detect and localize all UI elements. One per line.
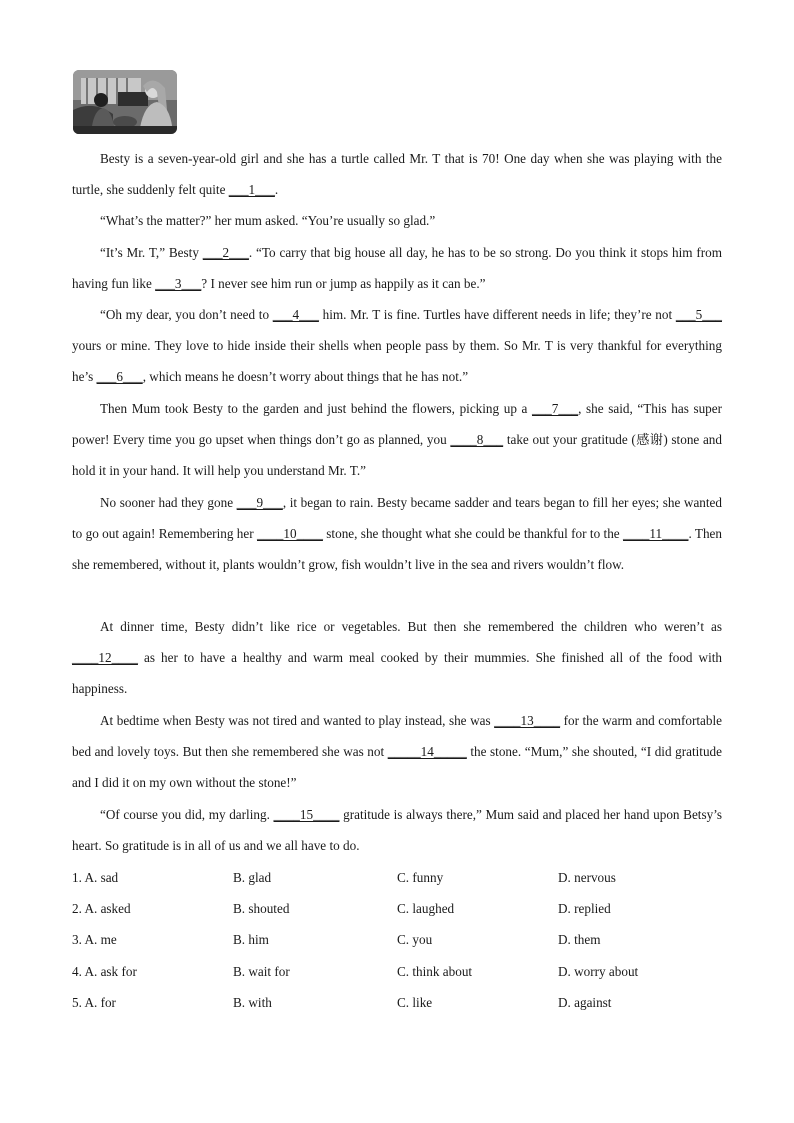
option-d: D. against <box>558 995 612 1010</box>
option-c: C. you <box>397 932 433 947</box>
option-b: B. with <box>233 995 272 1010</box>
story-text: “What’s the matter?” her mum asked. “You’re usually so glad.” <box>100 213 436 228</box>
story-text: stone, she thought what she could be thankful for to the <box>322 526 624 542</box>
answer-blank: ___7___ <box>531 401 579 416</box>
story-paragraph-1 <box>72 143 722 205</box>
story-text: . <box>274 182 279 198</box>
story-text: for the warm and comfortable bed and lovely toys. But then she remembered she was not <box>72 713 723 760</box>
answer-blank: ____10____ <box>257 526 323 542</box>
story-text: “Oh my dear, you don’t need to <box>100 307 273 322</box>
story-text: Besty is a seven-year-old girl and she has a turtle called Mr. T that is 70! One day when she was playing with the turtle, she suddenly felt quite <box>72 151 722 198</box>
story-text: as her to have a healthy and warm meal cooked by their mummies. She finished all of the food with happiness. <box>72 650 722 697</box>
story-text: “Of course you did, my darling. <box>100 807 274 822</box>
answer-blank: ____12____ <box>72 650 138 666</box>
story-text: , which means he doesn’t worry about things that he has not.” <box>142 369 469 385</box>
answer-blank: ___5___ <box>675 307 722 322</box>
option-d: D. replied <box>558 901 611 916</box>
option-b: B. him <box>233 932 269 947</box>
option-c: C. like <box>397 995 433 1010</box>
option-c: C. think about <box>397 964 473 979</box>
question-row-4 <box>72 962 722 982</box>
story-text: , it began to rain. Besty became sadder and tears began to fill her eyes; she wanted to go out again! Remembering her <box>72 495 722 542</box>
question-row-5 <box>72 993 722 1013</box>
story-text: At dinner time, Besty didn’t like rice or vegetables. But then she remembered the children who weren’t as <box>100 619 722 634</box>
option-a: 2. A. asked <box>72 901 131 916</box>
option-a: 4. A. ask for <box>72 964 137 979</box>
answer-blank: ____8___ <box>450 432 504 448</box>
option-c: C. laughed <box>397 901 455 916</box>
story-paragraph-3 <box>72 237 722 299</box>
answer-blank: ___6___ <box>96 369 143 385</box>
story-text: ? I never see him run or jump as happily as it can be.” <box>201 276 486 292</box>
story-paragraph-5 <box>72 393 722 487</box>
story-paragraph-6 <box>72 487 722 581</box>
option-a: 5. A. for <box>72 995 116 1010</box>
story-text: No sooner had they gone <box>100 495 237 510</box>
story-text: . “To carry that big house all day, he has to be so strong. Do you think it stops him from having fun like <box>72 245 722 292</box>
story-text: yours or mine. They love to hide inside their shells when people pass by them. So Mr. T is very thankful for everything he’s <box>72 338 722 385</box>
answer-blank: ____13____ <box>494 713 561 728</box>
story-paragraph-7 <box>72 611 722 705</box>
question-row-3 <box>72 930 722 950</box>
option-d: D. nervous <box>558 870 616 885</box>
story-illustration <box>73 70 177 134</box>
story-text: . Then she remembered, without it, plants wouldn’t grow, fish wouldn’t live in the sea and rivers wouldn’t flow. <box>72 526 722 573</box>
story-paragraph-4 <box>72 299 722 393</box>
option-b: B. glad <box>233 870 272 885</box>
story-text: “It’s Mr. T,” Besty <box>100 245 203 260</box>
answer-blank: ___2___ <box>202 245 249 260</box>
answer-blank: ___1___ <box>228 182 275 198</box>
answer-blank: ___9___ <box>236 495 283 510</box>
answer-blank: ____15____ <box>273 807 340 822</box>
story-text: him. Mr. T is fine. Turtles have different needs in life; they’re not <box>318 307 676 322</box>
answer-blank: ___4___ <box>272 307 319 322</box>
option-b: B. shouted <box>233 901 290 916</box>
story-text: take out your gratitude (感谢) stone and hold it in your hand. It will help you understand Mr. T.” <box>72 432 722 479</box>
option-c: C. funny <box>397 870 444 885</box>
story-text: At bedtime when Besty was not tired and wanted to play instead, she was <box>100 713 495 728</box>
question-row-1 <box>72 868 722 888</box>
option-d: D. them <box>558 932 601 947</box>
option-b: B. wait for <box>233 964 290 979</box>
story-text: , she said, “This has super power! Every time you go upset when things don’t go as planned, you <box>72 401 723 448</box>
story-text: Then Mum took Besty to the garden and just behind the flowers, picking up a <box>100 401 532 416</box>
answer-blank: _____14_____ <box>387 744 467 760</box>
answer-blank: ____11____ <box>623 526 689 542</box>
option-d: D. worry about <box>558 964 639 979</box>
question-row-2 <box>72 899 722 919</box>
story-paragraph-2 <box>72 205 722 236</box>
story-text: gratitude is always there,” Mum said and placed her hand upon Betsy’s heart. So gratitude is in all of us and we all have to do. <box>72 807 722 854</box>
story-paragraph-8 <box>72 705 722 799</box>
answer-blank: ___3___ <box>155 276 202 292</box>
story-paragraph-9 <box>72 799 722 861</box>
option-a: 1. A. sad <box>72 870 119 885</box>
option-a: 3. A. me <box>72 932 117 947</box>
story-text: the stone. “Mum,” she shouted, “I did gratitude and I did it on my own without the stone!” <box>72 744 722 791</box>
